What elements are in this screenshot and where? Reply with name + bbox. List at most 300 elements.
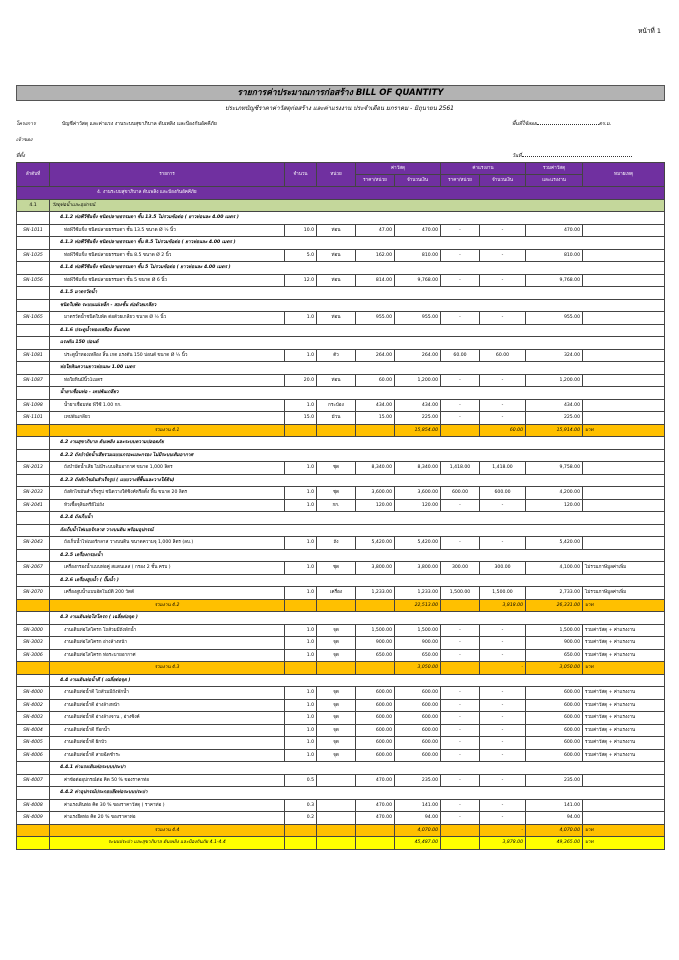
page-number: หน้าที่ 1 — [638, 27, 661, 35]
row-material-amount: 470.00 — [395, 224, 441, 237]
row-no: SN-4005 — [17, 737, 50, 750]
row-qty — [285, 662, 317, 675]
row-labor-unit-price: - — [441, 312, 480, 325]
project-value: บัญชีค่าวัสดุ และค่าแรง งานระบบสุขาภิบาล ดับเพลิง และป้องกันอัคคีภัย — [62, 121, 217, 127]
subtotal-currency: บาท — [583, 824, 665, 837]
row-labor-amount: - — [480, 224, 526, 237]
row-total: 600.00 — [526, 737, 583, 750]
row-subheading: 4.1.5 มาตรวัดน้ำ — [50, 287, 665, 300]
table-row — [17, 224, 665, 237]
col-unit: หน่วย — [317, 163, 356, 187]
section-header: 4. งานระบบสุขาภิบาล ดับเพลิง และป้องกันอัคคีภัย — [17, 187, 665, 200]
row-no — [17, 612, 50, 625]
row-total: 600.00 — [526, 749, 583, 762]
row-labor-amount: - — [480, 687, 526, 700]
subtotal-label: ระบบประปา และสุขาภิบาล ดับเพลิง และป้องกันภัย 4.1-4.4 — [50, 837, 285, 850]
row-unit — [317, 424, 356, 437]
row-total: 1,200.00 — [526, 374, 583, 387]
row-labor-unit-price: - — [441, 687, 480, 700]
row-unit: ท่อน — [317, 374, 356, 387]
row-total: 600.00 — [526, 687, 583, 700]
row-material-amount: 264.00 — [395, 349, 441, 362]
row-material-amount: 1,500.00 — [395, 624, 441, 637]
row-total: 900.00 — [526, 637, 583, 650]
row-labor-unit-price: - — [441, 812, 480, 825]
row-no — [17, 337, 50, 350]
subtotal-label: รวมงาน 4.4 — [50, 824, 285, 837]
row-item: ค่าแรงเดินท่อ คิด 30 % ของราคาวัสดุ ( ราคาท่อ ) — [50, 799, 285, 812]
row-total: 120.00 — [526, 499, 583, 512]
row-no — [17, 212, 50, 225]
row-no — [17, 787, 50, 800]
row-unit — [317, 837, 356, 850]
row-no: SN-4000 — [17, 687, 50, 700]
row-item: ถังดักไขมันสำเร็จรูป ชนิดวางใต้ซิงค์หรือตั้ง พื้น ขนาด 20 ลิตร — [50, 487, 285, 500]
row-subheading: แรงดัน 150 ปอนด์ — [50, 337, 665, 350]
row-remark — [583, 774, 665, 787]
row-item: หัวเชื้อจุลินทรีย์ไม่ถัง — [50, 499, 285, 512]
table-row — [17, 724, 665, 737]
row-subheading: 4.4.2 ค่าอุปกรณ์ประกอบยึดท่อระบบประปา — [50, 787, 665, 800]
row-material-amount: 650.00 — [395, 649, 441, 662]
row-no — [17, 424, 50, 437]
table-row — [17, 587, 665, 600]
table-row — [17, 749, 665, 762]
col-labor: ค่าแรงงาน — [441, 163, 526, 175]
owner-label: เจ้าของ — [16, 137, 33, 143]
row-total: 9,758.00 — [526, 462, 583, 475]
row-no: SN-1011 — [17, 224, 50, 237]
grand-total-row — [17, 837, 665, 850]
category-row — [17, 199, 665, 212]
row-qty: 1.0 — [285, 562, 317, 575]
row-no: SN-1081 — [17, 349, 50, 362]
col-item: รายการ — [50, 163, 285, 187]
row-unit: จุด — [317, 649, 356, 662]
table-row — [17, 399, 665, 412]
subtotal-material-amount: 4,070.00 — [395, 824, 441, 837]
row-labor-unit-price: - — [441, 724, 480, 737]
subtotal-currency: บาท — [583, 424, 665, 437]
row-material-unit-price — [356, 837, 395, 850]
row-unit: จุด — [317, 737, 356, 750]
row-unit: จุด — [317, 687, 356, 700]
row-material-amount: 600.00 — [395, 737, 441, 750]
row-labor-amount: - — [480, 749, 526, 762]
row-labor-unit-price: - — [441, 799, 480, 812]
row-no — [17, 324, 50, 337]
row-remark: รวมค่าวัสดุ + ค่าแรงงาน — [583, 699, 665, 712]
row-no — [17, 387, 50, 400]
area-label: พื้นที่ใช้สอย — [512, 121, 537, 127]
row-qty: 1.0 — [285, 499, 317, 512]
table-row — [17, 737, 665, 750]
row-material-amount: 900.00 — [395, 637, 441, 650]
table-row — [17, 537, 665, 550]
row-material-unit-price: 60.00 — [356, 374, 395, 387]
subtotal-total: 49,365.00 — [526, 837, 583, 850]
row-qty: 1.0 — [285, 712, 317, 725]
subtotal-total: 15,914.00 — [526, 424, 583, 437]
subtotal-currency: บาท — [583, 599, 665, 612]
row-labor-unit-price: 60.00 — [441, 349, 480, 362]
row-material-amount: 600.00 — [395, 699, 441, 712]
row-material-unit-price: 1,500.00 — [356, 624, 395, 637]
row-material-unit-price — [356, 599, 395, 612]
row-item: ประตูน้ำทองเหลือง ลิ้น เกต แรงดัน 150 ปอนด์ ขนาด Ø ½ นิ้ว — [50, 349, 285, 362]
date-blank — [522, 156, 632, 157]
row-no — [17, 262, 50, 275]
subtotal-row — [17, 424, 665, 437]
row-remark: รวมค่าวัสดุ + ค่าแรงงาน — [583, 724, 665, 737]
row-unit — [317, 799, 356, 812]
col-labor-unit-price: ราคา/หน่วย — [441, 175, 480, 187]
row-subheading: 4.1.3 ท่อพีวีซีแข็ง ชนิดปลายธรรมดา ชั้น 8.5 ไม่รวมข้อต่อ ( ยาวท่อนละ 4.00 เมตร ) — [50, 237, 665, 250]
table-row — [17, 562, 665, 575]
row-labor-unit-price: - — [441, 499, 480, 512]
row-item: เทปพันเกลียว — [50, 412, 285, 425]
subtotal-labor-amount: 3,878.00 — [480, 837, 526, 850]
row-material-unit-price: 470.00 — [356, 774, 395, 787]
row-remark — [583, 537, 665, 550]
row-qty: 10.0 — [285, 224, 317, 237]
subtotal-labor-amount: 60.00 — [480, 424, 526, 437]
row-labor-unit-price: - — [441, 274, 480, 287]
row-qty: 1.0 — [285, 699, 317, 712]
row-material-unit-price — [356, 662, 395, 675]
row-material-amount: 8,340.00 — [395, 462, 441, 475]
row-remark — [583, 224, 665, 237]
row-item: ท่อพีวีซีแข็ง ชนิดปลายธรรมดา ชั้น 5 ขนาด Ø 6 นิ้ว — [50, 274, 285, 287]
row-no — [17, 237, 50, 250]
row-material-amount: 225.00 — [395, 412, 441, 425]
subtotal-labor-amount: - — [480, 824, 526, 837]
date-label: วันที่ — [512, 153, 522, 159]
row-qty: 1.0 — [285, 687, 317, 700]
row-remark — [583, 312, 665, 325]
row-no: SN-4006 — [17, 749, 50, 762]
subtotal-material-amount: 3,050.00 — [395, 662, 441, 675]
row-item: งานเดินท่อน้ำดี ก๊อกน้ำ — [50, 724, 285, 737]
row-labor-amount: 60.00 — [480, 349, 526, 362]
row-remark — [583, 374, 665, 387]
row-labor-unit-price — [441, 837, 480, 850]
row-no: SN-2013 — [17, 462, 50, 475]
row-subheading: 4.4.1 ค่าแรงเดินท่อระบบประปา — [50, 762, 665, 775]
row-item: เครื่องกรองน้ำแบบท่อคู่ สแตนเลส ( กรอง 2 ชั้น ครบ ) — [50, 562, 285, 575]
row-total: 225.00 — [526, 412, 583, 425]
row-qty: 0.3 — [285, 799, 317, 812]
row-labor-unit-price: - — [441, 624, 480, 637]
row-labor-unit-price: - — [441, 737, 480, 750]
row-qty: 1.0 — [285, 312, 317, 325]
row-qty: 1.0 — [285, 624, 317, 637]
row-unit: เครื่อง — [317, 587, 356, 600]
row-labor-unit-price — [441, 424, 480, 437]
row-total: 324.00 — [526, 349, 583, 362]
row-total: 600.00 — [526, 699, 583, 712]
subtotal-labor-amount: 3,818.00 — [480, 599, 526, 612]
row-material-unit-price: 600.00 — [356, 749, 395, 762]
row-unit: จุด — [317, 699, 356, 712]
row-unit: ท่อน — [317, 312, 356, 325]
row-labor-unit-price: - — [441, 399, 480, 412]
row-labor-amount: - — [480, 374, 526, 387]
row-total: 600.00 — [526, 724, 583, 737]
row-material-unit-price: 600.00 — [356, 737, 395, 750]
row-labor-amount: 300.00 — [480, 562, 526, 575]
row-no — [17, 549, 50, 562]
row-remark: รวมค่าวัสดุ + ค่าแรงงาน — [583, 687, 665, 700]
row-unit: ชุด — [317, 487, 356, 500]
row-labor-amount: - — [480, 412, 526, 425]
row-total: 810.00 — [526, 249, 583, 262]
row-subheading: 4.1.4 ท่อพีวีซีแข็ง ชนิดปลายธรรมดา ชั้น 5 ไม่รวมข้อต่อ ( ยาวท่อนละ 4.00 เมตร ) — [50, 262, 665, 275]
row-no — [17, 449, 50, 462]
row-labor-unit-price — [441, 662, 480, 675]
row-material-unit-price: 120.00 — [356, 499, 395, 512]
table-row — [17, 649, 665, 662]
row-no: SN-1101 — [17, 412, 50, 425]
row-total: 470.00 — [526, 224, 583, 237]
row-item: งานเดินท่อน้ำดี อ่างล้างจาน , อ่างซิงค์ — [50, 712, 285, 725]
row-item: งานเดินท่อน้ำดี โถส้วมมีถังพักน้ำ — [50, 687, 285, 700]
subheading-row — [17, 387, 665, 400]
row-item: ท่อพีวีซีแข็ง ชนิดปลายธรรมดา ชั้น 13.5 ขนาด Ø ½ นิ้ว — [50, 224, 285, 237]
row-labor-amount: - — [480, 537, 526, 550]
table-row — [17, 687, 665, 700]
row-unit: ม้วน — [317, 412, 356, 425]
row-qty: 1.0 — [285, 399, 317, 412]
row-subheading: 4.2.5 เครื่องกรองน้ำ — [50, 549, 665, 562]
subheading-row — [17, 762, 665, 775]
row-no — [17, 474, 50, 487]
row-no: SN-4004 — [17, 724, 50, 737]
row-remark — [583, 399, 665, 412]
row-qty — [285, 599, 317, 612]
row-total: 9,768.00 — [526, 274, 583, 287]
row-remark: รวมค่าวัสดุ + ค่าแรงงาน — [583, 649, 665, 662]
row-labor-amount: 1,418.00 — [480, 462, 526, 475]
row-remark — [583, 487, 665, 500]
row-material-unit-price: 434.00 — [356, 399, 395, 412]
subtotal-material-amount: 22,513.00 — [395, 599, 441, 612]
row-material-unit-price: 650.00 — [356, 649, 395, 662]
subheading-row — [17, 787, 665, 800]
row-labor-unit-price: - — [441, 699, 480, 712]
row-material-amount: 120.00 — [395, 499, 441, 512]
row-labor-amount: - — [480, 312, 526, 325]
row-item: วัสดุท่อน้ำและอุปกรณ์ — [50, 199, 665, 212]
row-unit: ชุด — [317, 462, 356, 475]
row-item: มาตรวัดน้ำชนิดใบพัด ต่อด้วยเกลียว ขนาด Ø ½ นิ้ว — [50, 312, 285, 325]
table-row — [17, 774, 665, 787]
table-row — [17, 637, 665, 650]
row-qty: 5.0 — [285, 249, 317, 262]
row-labor-amount: - — [480, 699, 526, 712]
row-labor-amount: - — [480, 774, 526, 787]
row-subheading: 4.1.2 ท่อพีวีซีแข็ง ชนิดปลายธรรมดา ชั้น 13.5 ไม่รวมข้อต่อ ( ยาวท่อนละ 4.00 เมตร ) — [50, 212, 665, 225]
row-labor-amount: - — [480, 274, 526, 287]
col-no: ลำดับที่ — [17, 163, 50, 187]
row-no: SN-4009 — [17, 812, 50, 825]
project-label: โครงการ — [16, 121, 36, 127]
row-no — [17, 287, 50, 300]
row-labor-unit-price: - — [441, 774, 480, 787]
row-labor-unit-price: - — [441, 637, 480, 650]
row-material-amount: 600.00 — [395, 749, 441, 762]
row-unit — [317, 824, 356, 837]
date-field — [512, 152, 632, 160]
row-unit: ท่อน — [317, 224, 356, 237]
row-remark — [583, 799, 665, 812]
row-labor-amount: - — [480, 399, 526, 412]
row-item: งานเดินท่อน้ำดี สายฉีดชำระ — [50, 749, 285, 762]
col-total-1: รวมค่าวัสดุ — [526, 163, 583, 175]
row-item: งานเดินท่อโสโครก อ่างล้างหน้า — [50, 637, 285, 650]
row-unit: จุด — [317, 624, 356, 637]
row-item: ท่อพีวีซีแข็ง ชนิดปลายธรรมดา ชั้น 8.5 ขนาด Ø 2 นิ้ว — [50, 249, 285, 262]
row-no — [17, 599, 50, 612]
row-labor-unit-price: - — [441, 412, 480, 425]
row-no: SN-4008 — [17, 799, 50, 812]
row-no: SN-1098 — [17, 399, 50, 412]
row-unit: ท่อน — [317, 249, 356, 262]
subtotal-label: รวมงาน 4.1 — [50, 424, 285, 437]
row-material-unit-price: 3,800.00 — [356, 562, 395, 575]
row-unit — [317, 774, 356, 787]
table-row — [17, 499, 665, 512]
row-material-unit-price: 600.00 — [356, 699, 395, 712]
row-material-unit-price: 3,600.00 — [356, 487, 395, 500]
row-material-amount: 235.00 — [395, 774, 441, 787]
row-material-amount: 3,600.00 — [395, 487, 441, 500]
row-labor-amount: - — [480, 799, 526, 812]
row-item: งานเดินท่อโสโครก ท่อระบายอากาศ — [50, 649, 285, 662]
subheading-row — [17, 612, 665, 625]
col-material: ค่าวัสดุ — [356, 163, 441, 175]
row-unit: จุด — [317, 724, 356, 737]
row-material-unit-price: 15.00 — [356, 412, 395, 425]
row-material-unit-price: 600.00 — [356, 712, 395, 725]
row-qty: 0.5 — [285, 774, 317, 787]
row-qty: 1.0 — [285, 462, 317, 475]
row-item: น้ำยาเชื่อมท่อ พีวีซี 1.00 กก. — [50, 399, 285, 412]
row-unit: กก. — [317, 499, 356, 512]
row-unit — [317, 662, 356, 675]
row-no — [17, 524, 50, 537]
table-row — [17, 487, 665, 500]
row-unit: จุด — [317, 749, 356, 762]
row-subheading: 4.2.4 ถังเก็บน้ำ — [50, 512, 665, 525]
row-subheading: 4.1.6 ประตูน้ำทองเหลือง ลิ้นเกตต — [50, 324, 665, 337]
row-subheading: 4.2.6 เครื่องสูบน้ำ ( ปั๊มน้ำ ) — [50, 574, 665, 587]
row-qty: 1.0 — [285, 737, 317, 750]
row-total: 600.00 — [526, 712, 583, 725]
row-item: เครื่องสูบน้ำแบบอัตโนมัติ 200 วัตต์ — [50, 587, 285, 600]
row-labor-amount: - — [480, 624, 526, 637]
subheading-row — [17, 212, 665, 225]
table-row — [17, 274, 665, 287]
row-remark: รวมค่าวัสดุ + ค่าแรงงาน — [583, 737, 665, 750]
row-material-unit-price: 5,420.00 — [356, 537, 395, 550]
row-labor-amount: - — [480, 499, 526, 512]
subtotal-currency: บาท — [583, 662, 665, 675]
row-qty: 1.0 — [285, 349, 317, 362]
row-item: ถังบำบัดน้ำเสีย ไม่มีระบบเติมอากาศ ขนาด 1,000 ลิตร — [50, 462, 285, 475]
table-row — [17, 412, 665, 425]
row-remark: รวมค่าวัสดุ + ค่าแรงงาน — [583, 749, 665, 762]
row-labor-amount: - — [480, 712, 526, 725]
row-qty: 0.2 — [285, 812, 317, 825]
table-row — [17, 249, 665, 262]
location-label: ที่ตั้ง — [16, 153, 25, 159]
area-unit: ตร.ม. — [598, 121, 612, 127]
row-qty — [285, 824, 317, 837]
row-no: SN-2033 — [17, 487, 50, 500]
table-row — [17, 712, 665, 725]
row-material-unit-price: 470.00 — [356, 812, 395, 825]
row-material-amount: 600.00 — [395, 687, 441, 700]
row-no: SN-1065 — [17, 312, 50, 325]
row-no: SN-1087 — [17, 374, 50, 387]
row-no — [17, 437, 50, 450]
row-unit — [317, 599, 356, 612]
row-unit: ท่อน — [317, 274, 356, 287]
row-material-amount: 434.00 — [395, 399, 441, 412]
row-material-unit-price: 600.00 — [356, 687, 395, 700]
subheading-row — [17, 237, 665, 250]
row-item: งานเดินท่อโสโครก โถส้วมมีถังพักน้ำ — [50, 624, 285, 637]
row-remark: รวมค่าวัสดุ + ค่าแรงงาน — [583, 637, 665, 650]
row-material-unit-price: 162.00 — [356, 249, 395, 262]
row-labor-unit-price: 1,418.00 — [441, 462, 480, 475]
row-qty: 1.0 — [285, 637, 317, 650]
subheading-row — [17, 549, 665, 562]
row-no: SN-4002 — [17, 699, 50, 712]
subtotal-total: 4,070.00 — [526, 824, 583, 837]
area-field — [512, 120, 611, 128]
row-labor-amount: - — [480, 249, 526, 262]
subheading-row — [17, 324, 665, 337]
row-item: ถังเก็บน้ำไฟเบอร์กลาส วางบนดิน ขนาดความจุ 1,000 ลิตร (ลบ.) — [50, 537, 285, 550]
row-labor-amount: 600.00 — [480, 487, 526, 500]
row-total: 235.00 — [526, 774, 583, 787]
row-unit: กระป๋อง — [317, 399, 356, 412]
row-labor-unit-price: - — [441, 249, 480, 262]
row-labor-unit-price: - — [441, 749, 480, 762]
col-qty: จำนวน — [285, 163, 317, 187]
table-row — [17, 624, 665, 637]
subheading-row — [17, 287, 665, 300]
table-row — [17, 799, 665, 812]
row-remark — [583, 349, 665, 362]
row-labor-amount: 1,500.00 — [480, 587, 526, 600]
row-total: 2,733.00 — [526, 587, 583, 600]
row-material-unit-price — [356, 424, 395, 437]
row-material-amount: 600.00 — [395, 712, 441, 725]
col-material-amount: จำนวนเงิน — [395, 175, 441, 187]
area-blank — [537, 124, 599, 125]
row-item: ค่าแรงยึดท่อ คิด 20 % ของราคาท่อ — [50, 812, 285, 825]
row-labor-unit-price: - — [441, 712, 480, 725]
row-item: ท่อใยหินมีนิ้ว1เมตร — [50, 374, 285, 387]
row-qty — [285, 837, 317, 850]
row-qty: 15.0 — [285, 412, 317, 425]
subtotal-total: 26,331.00 — [526, 599, 583, 612]
row-no — [17, 824, 50, 837]
row-labor-unit-price: - — [441, 374, 480, 387]
